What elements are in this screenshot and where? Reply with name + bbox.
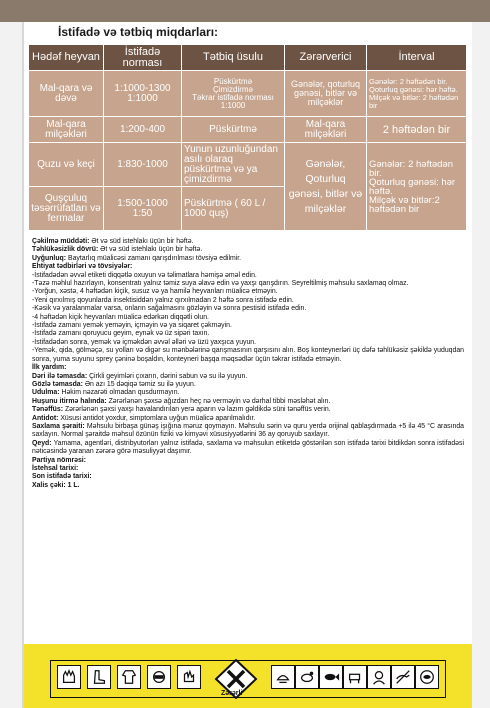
- precaution-item: -Kəsik və yaralanmalar varsa, onların sağalmasını gözləyin və sonra pestisid istifadə edin.: [32, 305, 307, 313]
- batch-number: Partiya nömrəsi:: [32, 456, 86, 464]
- fish-warning-icon: [415, 665, 439, 689]
- header-interval: İnterval: [367, 45, 467, 71]
- precaution-item: -İstifadə zamanı yemək yeməyin, içməyin və ya siqaret çəkməyin.: [32, 322, 232, 330]
- label-sheet: [24, 22, 472, 708]
- table-cell: Yunun uzunluğundan asılı olaraq püskürtmə və ya çimizdirmə: [182, 143, 285, 187]
- table-cell: Gənələr, qoturluq gənəsi, bitlər və milçəklər: [285, 71, 367, 117]
- hand-wash-icon: [271, 665, 295, 689]
- note-line: Qeyd: Yamama, agentləri, distribyutorları yalnız istifadə, saxlama və məhsulun etiketdə göstərilən son istifadə tarixi bitdikdən sonra istifadəsi nəticəsində yaranan zərərə görə məsuliyyət daşımır.: [32, 439, 464, 456]
- table-header-row: [29, 45, 467, 71]
- pictogram-strip: [50, 660, 446, 698]
- dosage-table: [28, 44, 467, 231]
- gloves-icon: [57, 665, 81, 689]
- precaution-item: -İstifadədən sonra, yemək və içməkdən əvvəl əlləri və üzü yaxşıca yuyun.: [32, 338, 257, 346]
- livestock-icon: [343, 665, 367, 689]
- top-bar: [0, 0, 490, 22]
- table-row: [29, 143, 467, 187]
- storage-line: Saxlama şəraiti: Məhsulu birbaşa günəş işığına məruz qoymayın. Məhsulu sərin və quru yerdə orijinal qablaşdırmada +5 ilə 45 °C arasında saxlayın. Normal şəraitdə məhsul özünün fiziki və kimyəvi xüsusiyyətlərini 36 ay qoruyub saxlayır.: [32, 422, 465, 439]
- withdrawal-line: Çəkilmə müddəti: Ət və süd istehlakı üçün bir həftə.: [32, 238, 194, 245]
- table-cell: 1:200-400: [104, 117, 182, 143]
- header-target-animal: Hədəf heyvan: [29, 45, 104, 71]
- coverall-icon: [117, 665, 141, 689]
- table-cell: Püskürtmə: [182, 117, 285, 143]
- table-cell: Mal-qara və dəvə: [29, 71, 104, 117]
- header-pest: Zərərverici: [285, 45, 367, 71]
- header-usage-rate: İstifadə norması: [104, 45, 182, 71]
- precaution-item: -İstifadə zamanı qoruyucu geyim, eynək və üz sipəri taxın.: [32, 330, 210, 338]
- table-cell: Gənələr, Qoturluq gənəsi, bitlər və milçəklər: [285, 143, 367, 231]
- expiry-date: Son istifadə tarixi:: [32, 473, 92, 481]
- skin-contact-line: Dəri ilə təmasda: Çirkli geyimləri çıxarın, dərini sabun və su ilə yuyun.: [32, 372, 248, 380]
- table-cell: Gənələr: 2 həftədən bir. Qoturluq gənəsi: hər həftə. Milçək və bitlər: 2 həftədən bir: [367, 71, 467, 117]
- table-cell: 1:830-1000: [104, 143, 182, 187]
- antidote-line: Antidot: Xüsusi antidot yoxdur, simptomlara uyğun müalicə aparılmalıdır.: [32, 414, 256, 422]
- precaution-item: -Yorğun, xəstə, 4 həftədən kiçik, susuz və ya hamilə heyvanları müalicə etməyin.: [32, 288, 278, 296]
- precaution-item: -4 həftədən kiçik heyvanları müalicə edərkən diqqətli olun.: [32, 313, 209, 321]
- table-cell: Gənələr: 2 həftədən bir. Qoturluq gənəsi: hər həftə. Milçək və bitlər:2 həftədən bir: [367, 143, 467, 231]
- boots-icon: [87, 665, 111, 689]
- precaution-item: -Yemək, qida, gölməçə, su yolları və digər su mənbələrinə qarışmasının qarşısını alın. Boş konteynerləri üç dəfə təhlükəsiz şəkildə yuduqdan sonra, yuma suyunu sprey çəninə boşaldın, konteyneri başqa məqsədlər üçün təkrar istifadə etməyin.: [32, 347, 464, 363]
- table-cell: 1:1000-1300 1:1000: [104, 71, 182, 117]
- danger-animals-icon: [391, 665, 415, 689]
- unconscious-line: Huşunu itirmə halında: Zərərlənən şəxsə ağızdan heç nə verməyin və dərhal tibbi məsləhət alın.: [32, 397, 331, 405]
- table-cell: Püskürtmə Çimizdirmə Təkrar istifadə norması 1:1000: [182, 71, 285, 117]
- precautions-heading: Ehtiyat tədbirləri və tövsiyələr:: [32, 263, 133, 271]
- table-cell: Quşçuluq təsərrüfatları və fermalar: [29, 187, 104, 231]
- poultry-icon: [295, 665, 319, 689]
- header-application-method: Tətbiq üsulu: [182, 45, 285, 71]
- ingestion-line: Udulma: Həkim nəzarəti olmadan qusdurmayın.: [32, 389, 180, 397]
- goggles-icon: [147, 665, 171, 689]
- table-cell: Mal-qara milçəkləri: [29, 117, 104, 143]
- table-row: [29, 117, 467, 143]
- table-cell: Püskürtmə ( 60 L / 1000 quş): [182, 187, 285, 231]
- hand-wash-icon: [177, 665, 201, 689]
- table-cell: 1:500-1000 1:50: [104, 187, 182, 231]
- table-cell: Quzu və keçi: [29, 143, 104, 187]
- respiration-line: Tənəffüs: Zərərlənən şəxsi yaxşı havalandırılan yerə aparın və lazım gəldikdə süni tənəffüs verin.: [32, 406, 331, 414]
- fish-icon: [319, 665, 343, 689]
- compatibility-line: Uyğunluq: Baytarlıq müalicəsi zamanı qarışdırılması tövsiyə edilmir.: [32, 254, 242, 262]
- precaution-item: -Təzə məhlul hazırlayın, konsentratı yalnız təmiz suya əlavə edin və yaxşı qarışdırın. Seyreltilmiş məhsulu saxlamaq olmaz.: [32, 280, 409, 288]
- precaution-item: -Yeni qırxılmış qoyunlarda insektisiddən yalnız qırxılmadan 2 həftə sonra istifadə edin.: [32, 296, 294, 304]
- danger-label: Zərərli: [221, 690, 243, 697]
- first-aid-heading: İlk yardım:: [32, 364, 67, 372]
- mask-icon: [367, 665, 391, 689]
- instructions-text: [32, 238, 464, 490]
- safety-period-line: Təhlükəsizlik dövrü: Ət və süd istehlakı üçün bir həftə.: [32, 246, 203, 254]
- precaution-item: -İstifadədən əvvəl etiketi diqqətlə oxuyun və təlimatlara həmişə əməl edin.: [32, 271, 257, 279]
- table-cell: 2 həftədən bir: [367, 117, 467, 143]
- table-row: [29, 71, 467, 117]
- production-date: İstehsal tarixi:: [32, 464, 79, 472]
- eye-contact-line: Gözlə təmasda: Ən azı 15 dəqiqə təmiz su ilə yuyun.: [32, 380, 196, 388]
- net-weight: Xalis çəki: 1 L.: [32, 481, 80, 489]
- warning-footer: [24, 644, 472, 708]
- page-title: İstifadə və tətbiq miqdarları:: [58, 25, 219, 39]
- table-cell: Mal-qara milçəkləri: [285, 117, 367, 143]
